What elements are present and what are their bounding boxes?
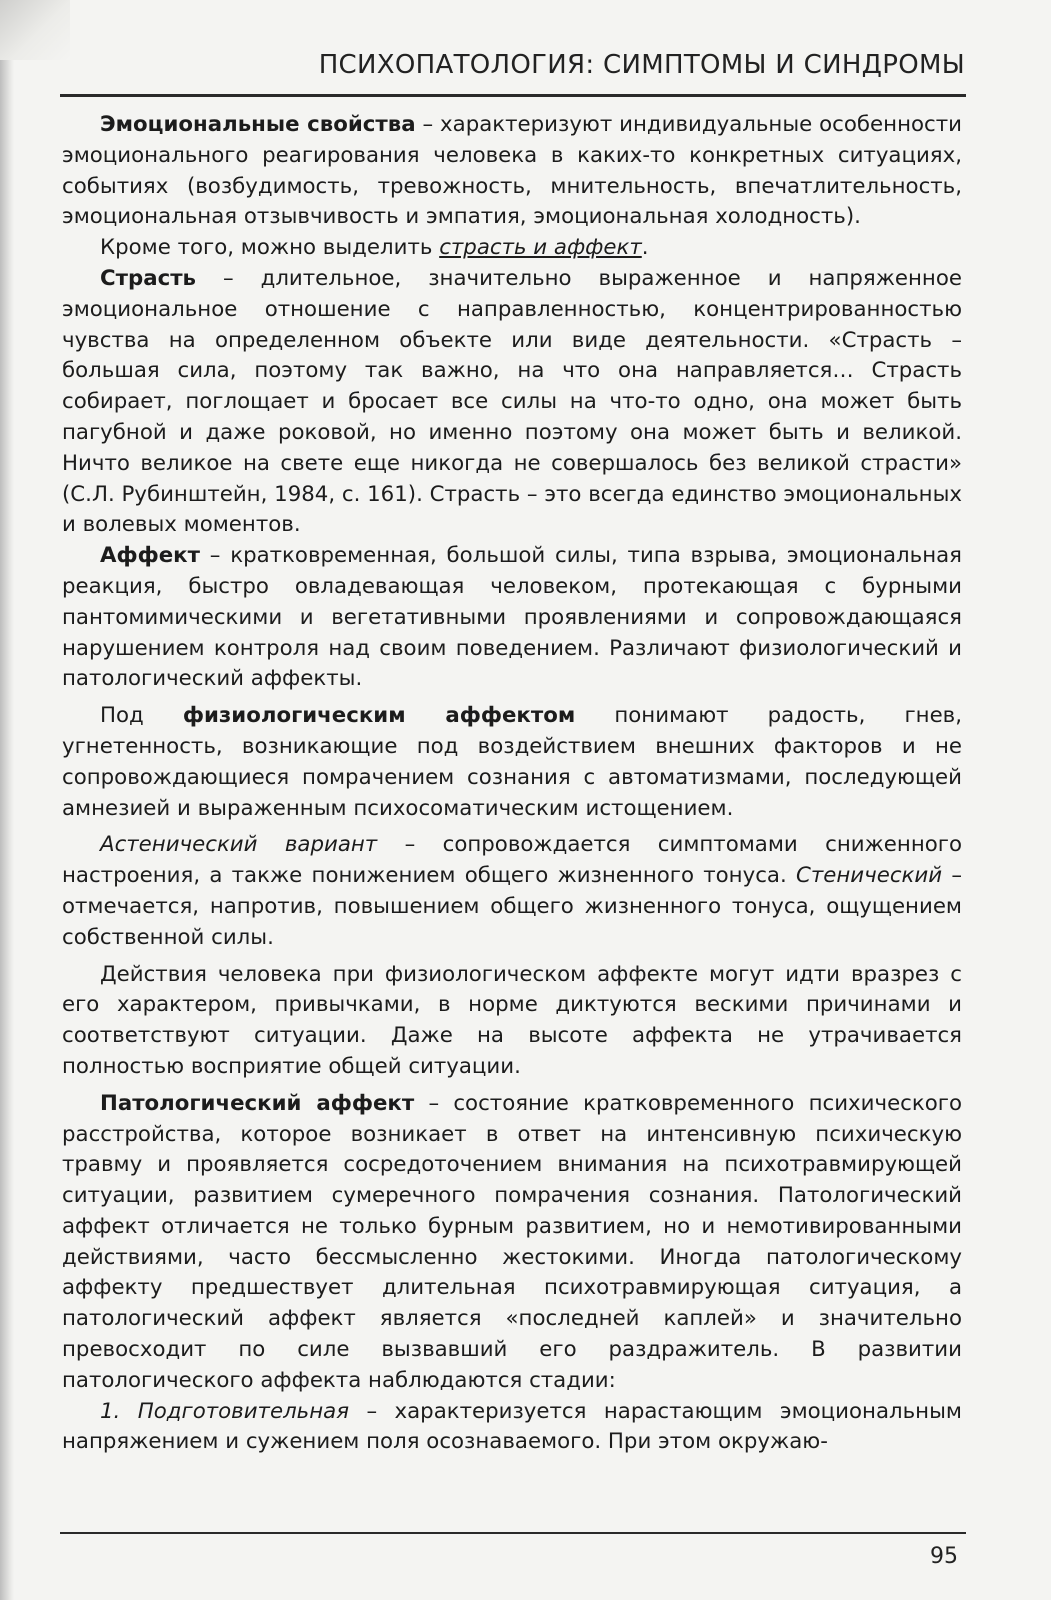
paragraph-pathological-affect — [62, 1089, 962, 1397]
paragraph-text: Действия человека при физиологическом аффекте могут идти вразрез с его характером, привычками, в норме диктуются вескими причинами и соответствуют ситуации. Даже на высоте аффекта не утрачивается полностью восприятие общей ситуации. — [62, 961, 962, 1079]
passion-affect-link[interactable]: страсть и аффект — [439, 235, 642, 261]
term-sthenic: Стенический — [796, 863, 943, 889]
paragraph-stage-preparatory — [62, 1397, 962, 1459]
paragraph-actions — [62, 960, 962, 1083]
paragraph-passion — [62, 264, 962, 541]
running-header: ПСИХОПАТОЛОГИЯ: СИМПТОМЫ И СИНДРОМЫ — [318, 50, 965, 80]
paragraph-affect — [62, 541, 962, 695]
term-affect: Аффект — [100, 543, 200, 569]
footer-rule — [60, 1532, 966, 1534]
paragraph-pre: Под — [100, 703, 183, 729]
paragraph-end: . — [641, 235, 649, 261]
paragraph-text: – длительное, значительно выраженное и напряженное эмоциональное отношение с направленностью, концентрированностью чувства на определенном объекте или виде деятельности. «Страсть – большая сила, поэтому так важно, на что она направляется… Страсть собирает, поглощает и бросает все силы на что-то одно, она может быть пагубной и даже роковой, но именно поэтому она может быть и великой. Ничто великое на свете еще никогда не совершалось без великой страсти» (С.Л. Рубинштейн, 1984, с. 161). Страсть – это всегда единство эмоциональных и волевых моментов. — [62, 265, 963, 538]
paragraph-text: понимают радость, гнев, угнетенность, возникающие под воздействием внешних факторов и не сопровождающиеся помрачением сознания с автоматизмами, последующей амнезией и выраженным психосоматическим истощением. — [62, 703, 963, 821]
page-body — [62, 110, 962, 1458]
term-pathological-affect: Патологический аффект — [100, 1090, 415, 1116]
term-physiological-affect: физиологическим аффектом — [182, 703, 576, 729]
paragraph-text: – кратковременная, большой силы, типа взрыва, эмоциональная реакция, быстро овладевающая человеком, протекающая с бурными пантомимическими и вегетативными проявлениями и сопровождающаяся нарушением контроля над своим поведением. Различают физиологический и патологический аффекты. — [62, 543, 962, 692]
term-asthenic-variant: Астенический вариант — [100, 832, 378, 858]
header-rule — [60, 94, 966, 97]
paragraph-text: – характеризуют индивидуальные особенности эмоционального реагирования человека в каких-то конкретных ситуациях, событиях (возбудимость, тревожность, мнительность, впечатлительность, эмоциональная отзывчивость и эмпатия, эмоциональная холодность). — [62, 112, 962, 230]
term-emotional-properties: Эмоциональные свойства — [100, 112, 416, 137]
term-passion: Страсть — [100, 265, 197, 291]
page-number: 95 — [930, 1544, 958, 1569]
paragraph-text: – характеризуется нарастающим эмоциональным напряжением и сужением поля осознаваемого. При этом окружаю- — [62, 1398, 962, 1455]
paragraph-text: – отмечается, напротив, повышением общего жизненного тонуса, ощущением собственной силы. — [62, 863, 962, 950]
paragraph-text: – состояние кратковременного психического расстройства, которое возникает в ответ на интенсивную психическую травму и проявляется сосредоточением внимания на психотравмирующей ситуации, развитием сумеречного помрачения сознания. Патологический аффект отличается не только бурным развитием, но и немотивированными действиями, часто бессмысленно жестокими. Иногда патологическому аффекту предшествует длительная психотравмирующая ситуация, а патологический аффект является «последней каплей» и значительно превосходит по силе вызвавший его раздражитель. В развитии патологического аффекта наблюдаются стадии: — [62, 1090, 962, 1393]
term-preparatory-stage: 1. Подготовительная — [100, 1398, 350, 1424]
paragraph-passion-affect-intro — [62, 233, 962, 264]
paragraph-physiological-affect — [62, 701, 962, 824]
book-spine-shadow — [0, 0, 14, 1600]
paragraph-variants — [62, 830, 962, 953]
paragraph-text: – сопровождается симптомами сниженного настроения, а также понижением общего жизненного тонуса. — [62, 832, 963, 889]
paragraph-emotional-properties — [62, 110, 962, 233]
paragraph-text: Кроме того, можно выделить — [100, 235, 440, 261]
